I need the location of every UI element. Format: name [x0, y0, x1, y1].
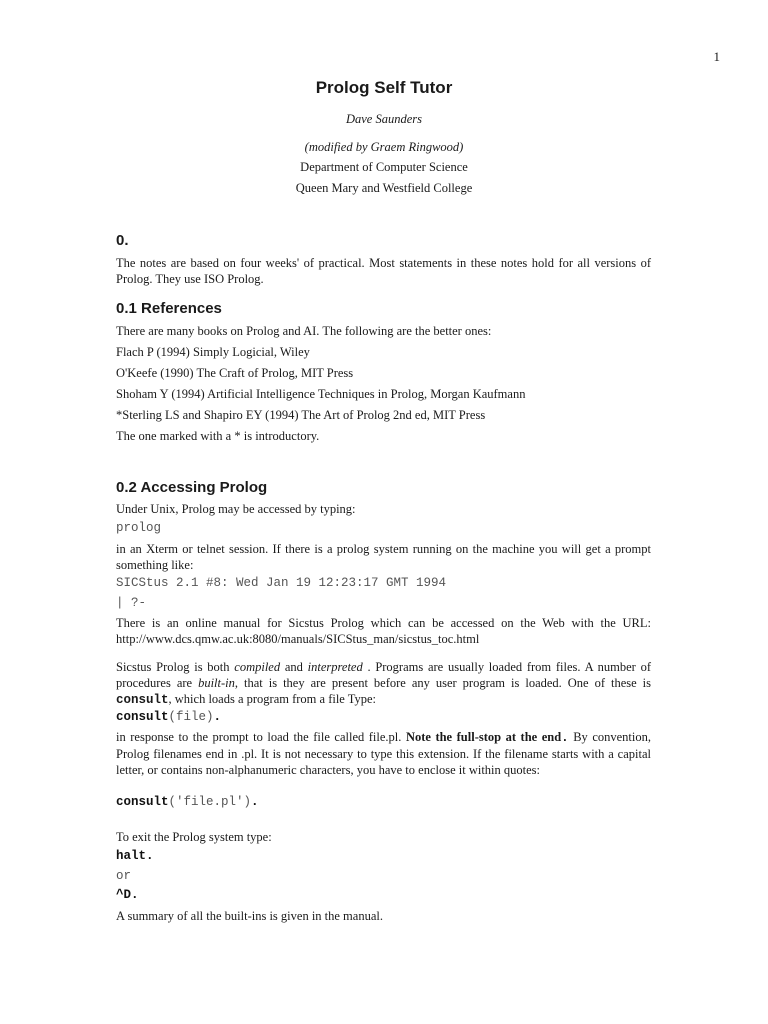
- code-consult-file: consult(file).: [116, 710, 222, 724]
- college: Queen Mary and Westfield College: [295, 181, 473, 195]
- code-consult-quoted-file: consult('file.pl').: [116, 795, 259, 809]
- section-heading-0: 0.: [116, 232, 129, 249]
- exit-instructions: To exit the Prolog system type:: [116, 830, 272, 844]
- page-number: 1: [713, 49, 720, 64]
- reference-item: Shoham Y (1994) Artificial Intelligence Techniques in Prolog, Morgan Kaufmann: [116, 387, 526, 401]
- reference-item: *Sterling LS and Shapiro EY (1994) The Art of Prolog 2nd ed, MIT Press: [116, 408, 486, 422]
- code-prompt: | ?-: [116, 596, 147, 610]
- accessing-text-3-manual-url: There is an online manual for Sicstus Prolog which can be accessed on the Web with the URL: http://www.dcs.qmw.ac.uk:8080/manuals/SICStus_man/sicstus_toc.html: [116, 616, 651, 646]
- code-sicstus-banner: SICStus 2.1 #8: Wed Jan 19 12:23:17 GMT 1994: [116, 576, 447, 590]
- accessing-text-4: Sicstus Prolog is both compiled and interpreted . Programs are usually loaded from files. A number of procedures are built-in, that is they are present before any user program is loaded. One of these is consult, which loads a program from a file Type:: [116, 660, 652, 707]
- references-intro: There are many books on Prolog and AI. The following are the better ones:: [116, 324, 492, 338]
- code-halt: halt.: [116, 849, 154, 863]
- department: Department of Computer Science: [300, 160, 468, 174]
- references-note: The one marked with a * is introductory.: [116, 429, 320, 443]
- accessing-text-5: in response to the prompt to load the file called file.pl. Note the full-stop at the end. By convention, Prolog filenames end in .pl. It is not necessary to type this extension. If the filename starts with a capital letter, or contains non-alphanumeric characters, you have to enclose it within quotes:: [116, 730, 651, 777]
- reference-item: O'Keefe (1990) The Craft of Prolog, MIT Press: [116, 366, 354, 380]
- section-heading-accessing-prolog: 0.2 Accessing Prolog: [116, 479, 268, 496]
- code-ctrl-d: ^D.: [116, 888, 139, 902]
- modified-by: (modified by Graem Ringwood): [304, 140, 464, 154]
- builtins-summary: A summary of all the built-ins is given in the manual.: [116, 909, 383, 923]
- document-title: Prolog Self Tutor: [315, 78, 453, 97]
- or-text: or: [116, 869, 132, 883]
- accessing-text-2: in an Xterm or telnet session. If there is a prolog system running on the machine you will get a prompt something like:: [116, 542, 651, 572]
- accessing-text-1: Under Unix, Prolog may be accessed by typing:: [116, 502, 356, 516]
- consult-keyword: consult: [116, 693, 169, 707]
- author: Dave Saunders: [345, 112, 423, 126]
- code-prolog-command: prolog: [116, 521, 162, 535]
- reference-item: Flach P (1994) Simply Logicial, Wiley: [116, 345, 310, 359]
- section-0-text: The notes are based on four weeks' of practical. Most statements in these notes hold for all versions of Prolog. They use ISO Prolog.: [116, 256, 651, 286]
- section-heading-references: 0.1 References: [116, 300, 222, 317]
